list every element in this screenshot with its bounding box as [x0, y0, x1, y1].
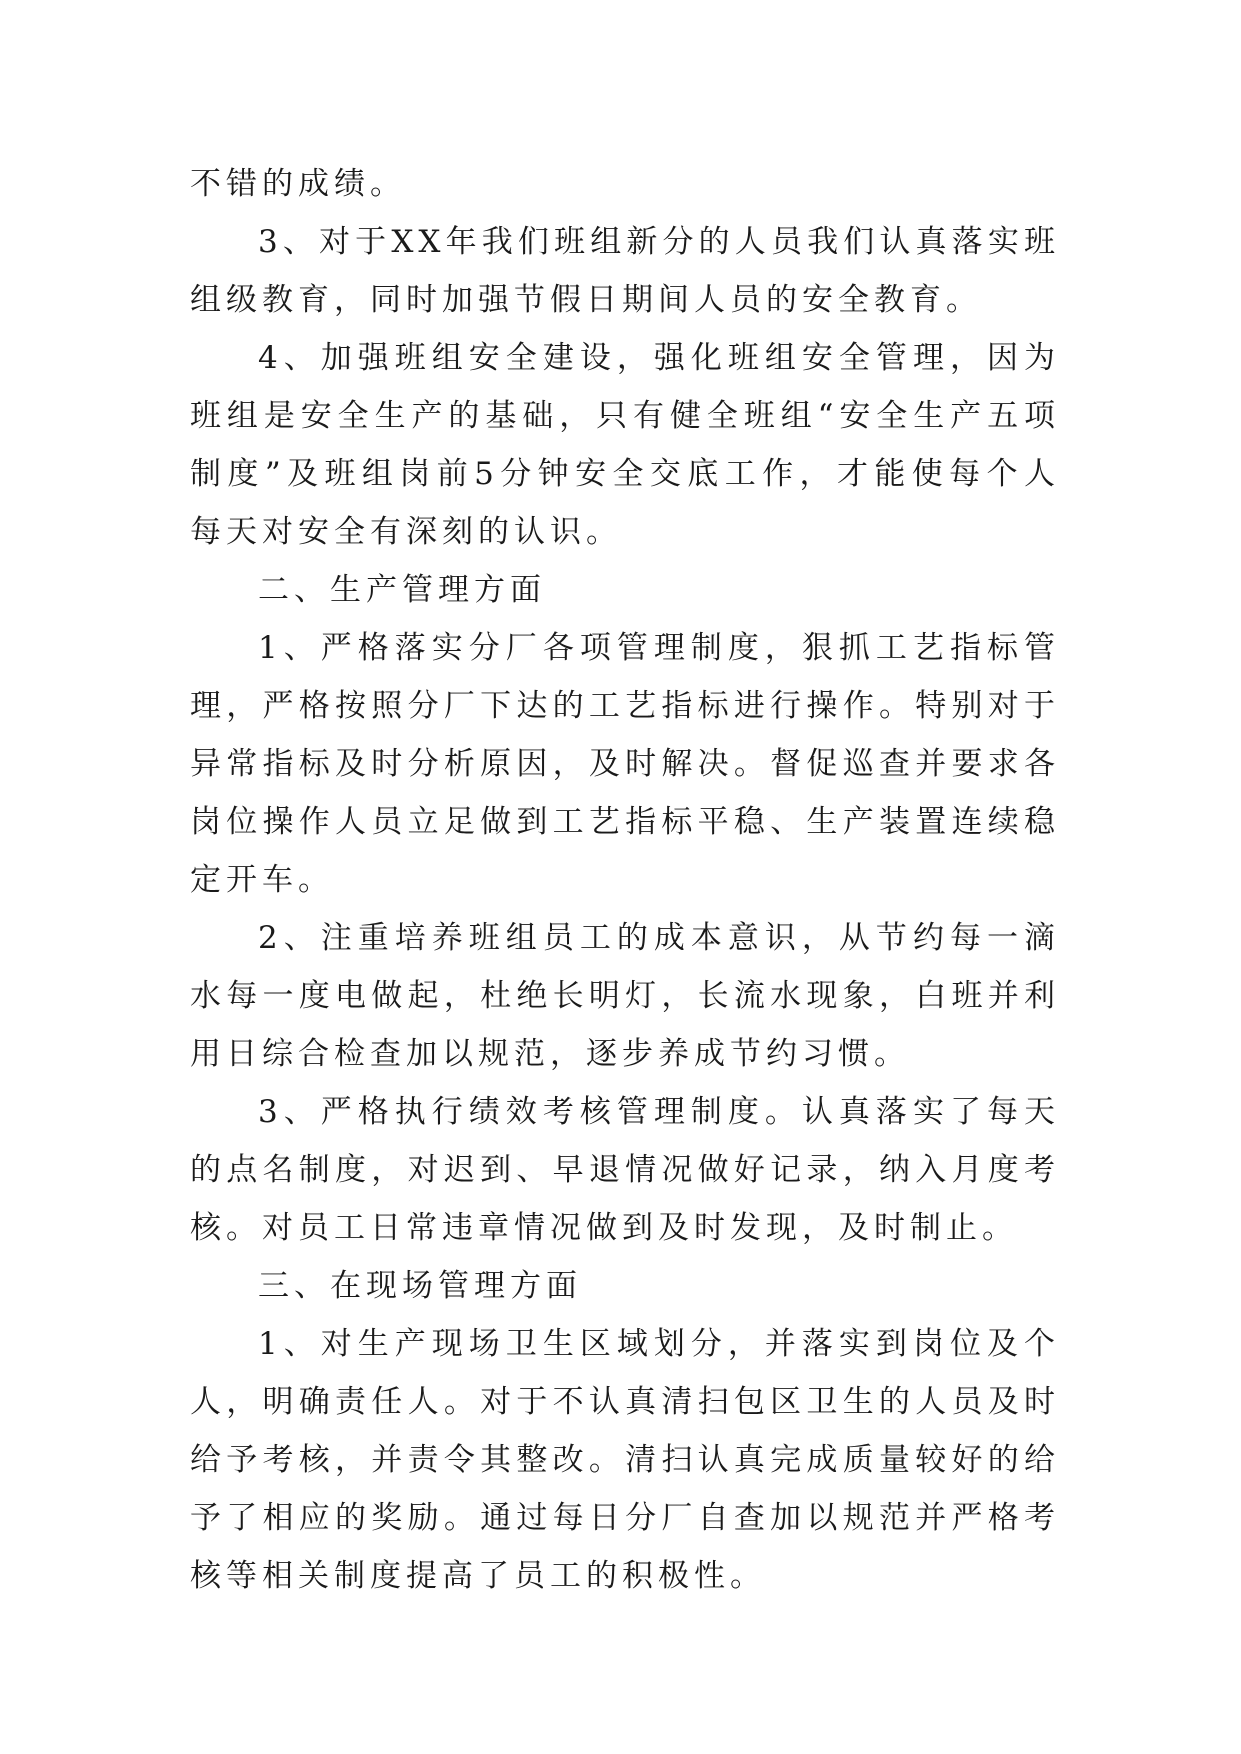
paragraph-item-4-safety-building: 4、加强班组安全建设，强化班组安全管理，因为班组是安全生产的基础，只有健全班组“安全生产五项制度”及班组岗前5分钟安全交底工作，才能使每个人每天对安全有深刻的认识。 [190, 340, 1060, 550]
paragraph-production-item-2: 2、注重培养班组员工的成本意识，从节约每一滴水每一度电做起，杜绝长明灯，长流水现象，白班并利用日综合检查加以规范，逐步养成节约习惯。 [190, 920, 1060, 1072]
paragraph-site-item-1: 1、对生产现场卫生区域划分，并落实到岗位及个人，明确责任人。对于不认真清扫包区卫生的人员及时给予考核，并责令其整改。清扫认真完成质量较好的给予了相应的奖励。通过每日分厂自查加以规范并严格考核等相关制度提高了员工的积极性。 [190, 1326, 1060, 1594]
document-body [190, 155, 1060, 1605]
section-heading-site-management: 三、在现场管理方面 [258, 1268, 582, 1304]
paragraph-continuation: 不错的成绩。 [190, 166, 406, 202]
paragraph-production-item-3: 3、严格执行绩效考核管理制度。认真落实了每天的点名制度，对迟到、早退情况做好记录，纳入月度考核。对员工日常违章情况做到及时发现，及时制止。 [190, 1094, 1060, 1246]
paragraph-item-3-new-staff: 3、对于XX年我们班组新分的人员我们认真落实班组级教育，同时加强节假日期间人员的安全教育。 [190, 224, 1060, 318]
paragraph-production-item-1: 1、严格落实分厂各项管理制度，狠抓工艺指标管理，严格按照分厂下达的工艺指标进行操作。特别对于异常指标及时分析原因，及时解决。督促巡查并要求各岗位操作人员立足做到工艺指标平稳、生产装置连续稳定开车。 [190, 630, 1060, 898]
section-heading-production: 二、生产管理方面 [258, 572, 546, 608]
